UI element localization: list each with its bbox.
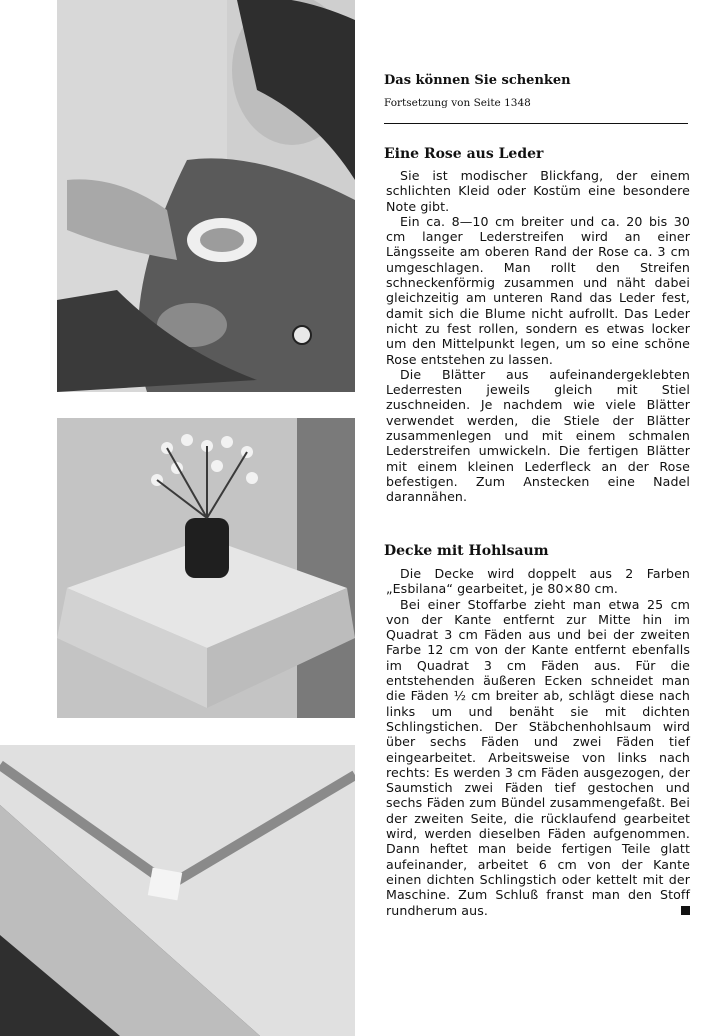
photo-table-illustration xyxy=(57,418,355,718)
rose-paragraph-3: Die Blätter aus aufeinandergeklebten Lederresten jeweils gleich mit Stiel zuschneiden. Je nachdem wie viele Blätter verwendet werden, die Stiele der Blätter zusammenlegen und mit einem schmalen Lederstreifen umwickeln. Die fertigen Blätter mit einem kleinen Lederfleck an der Rose befestigen. Zum Anstecken eine Nadel darannähen. xyxy=(386,366,690,505)
photo-woman-illustration xyxy=(57,0,355,392)
section-title-rose: Eine Rose aus Leder xyxy=(384,146,544,162)
decke-paragraph-1: Die Decke wird doppelt aus 2 Farben „Esbilana“ gearbeitet, je 80×80 cm. xyxy=(386,566,690,597)
rose-paragraph-1: Sie ist modischer Blickfang, der einem schlichten Kleid oder Kostüm eine besondere Note gibt. xyxy=(386,168,690,214)
continuation-note: Fortsetzung von Seite 1348 xyxy=(384,97,531,109)
section-body-rose xyxy=(386,168,690,505)
photo-corner-illustration xyxy=(0,745,355,1036)
rose-paragraph-2: Ein ca. 8—10 cm breiter und ca. 20 bis 30 cm langer Lederstreifen wird an einer Längsseite am oberen Rand der Rose ca. 3 cm umgeschlagen. Man rollt den Streifen schneckenförmig zusammen und näht dabei gleichzeitig am unteren Rand das Leder fest, damit sich die Blume nicht aufrollt. Das Leder nicht zu fest rollen, sondern es etwas locker um den Mittelpunkt legen, um so eine schöne Rose entstehen zu lassen. xyxy=(386,213,690,367)
series-title: Das können Sie schenken xyxy=(384,73,571,88)
photo-hemstitch-corner-detail xyxy=(0,745,355,1036)
photo-woman-making-leather-rose xyxy=(57,0,355,392)
section-title-decke: Decke mit Hohlsaum xyxy=(384,543,549,559)
decke-paragraph-2: Bei einer Stoffarbe zieht man etwa 25 cm von der Kante entfernt zur Mitte hin im Quadrat 3 cm Fäden aus und bei der zweiten Farbe 12 cm von der Kante entfernt ebenfalls im Quadrat 3 cm Fäden aus. Für die entstehenden äußeren Ecken schneidet man die Fäden ½ cm breiter ab, schlägt diese nach links um und benäht sie mit dichten Schlingstichen. Der Stäbchenhohlsaum wird über sechs Fäden und zwei Fäden tief eingearbeitet. Arbeitsweise von links nach rechts: Es werden 3 cm Fäden ausgezogen, der Saumstich zwei Fäden tief gestochen und sechs Fäden zum Bündel zusammengefaßt. Bei der zweiten Seite, die rücklaufend gearbeitet wird, werden dieselben Fäden aufgenommen. Dann heftet man beide fertigen Teile glatt aufeinander, arbeitet 6 cm von der Kante einen dichten Schlingstich oder kettelt mit der Maschine. Zum Schluß franst man den Stoff rundherum aus. xyxy=(386,596,690,918)
header-divider xyxy=(384,123,688,124)
photo-table-with-cloth xyxy=(57,418,355,718)
end-of-article-square-icon xyxy=(681,906,690,915)
section-body-decke xyxy=(386,566,690,918)
